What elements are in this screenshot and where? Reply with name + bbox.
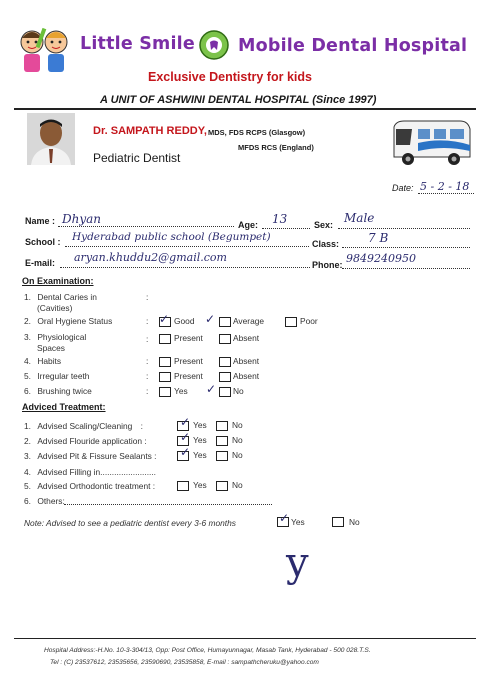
note-text: Note: Advised to see a pediatric dentist every 3-6 months <box>24 518 236 528</box>
advised-num: 1. <box>24 421 31 431</box>
advised-colon: : <box>144 436 147 446</box>
class-line <box>342 237 470 248</box>
option-present-label: Present <box>174 356 203 366</box>
doctor-role: Pediatric Dentist <box>93 151 181 165</box>
doctor-name: Dr. SAMPATH REDDY, <box>93 125 207 137</box>
footer-divider <box>14 638 476 639</box>
checkmark-icon: ✓ <box>279 511 290 525</box>
option-absent-label: Absent <box>233 333 260 343</box>
parent-unit-line: A UNIT OF ASHWINI DENTAL HOSPITAL (Since 1997) <box>100 94 377 106</box>
ortho-yes-checkbox[interactable] <box>177 481 189 491</box>
advised-row-2 <box>24 436 147 446</box>
exam-colon: : <box>146 371 149 381</box>
school-label: School : <box>25 237 61 247</box>
checkmark-icon: ✓ <box>159 312 170 326</box>
advised-num: 5. <box>24 481 31 491</box>
option-yes-label: Yes <box>193 420 207 430</box>
checkmark-icon: ✓ <box>180 445 191 459</box>
exam-colon: : <box>146 316 149 326</box>
option-no-label: No <box>232 450 243 460</box>
advised-label: Advised Scaling/Cleaning <box>37 421 133 431</box>
exam-num: 2. <box>24 316 31 326</box>
exam-colon: : <box>146 292 149 302</box>
irregular-absent-checkbox[interactable] <box>219 372 231 382</box>
exam-row-3-sub: Spaces <box>37 343 65 353</box>
class-label: Class: <box>312 239 340 249</box>
checkmark-icon: ✓ <box>206 382 217 396</box>
advised-label: Advised Flouride application <box>37 436 143 446</box>
oral-hygiene-average-checkbox[interactable] <box>219 317 231 327</box>
doctor-photo <box>27 113 75 165</box>
ortho-no-checkbox[interactable] <box>216 481 228 491</box>
scaling-no-checkbox[interactable] <box>216 421 228 431</box>
irregular-present-checkbox[interactable] <box>159 372 171 382</box>
advised-row-1 <box>24 421 143 431</box>
doctor-signature: y <box>286 540 309 586</box>
advised-row-6 <box>24 496 65 506</box>
exam-num: 6. <box>24 386 31 396</box>
exam-row-1-sub: (Cavities) <box>37 303 73 313</box>
advised-heading: Adviced Treatment: <box>22 402 106 412</box>
option-no-label: No <box>233 386 244 396</box>
advised-row-4 <box>24 467 156 477</box>
date-value[interactable]: 5 - 2 - 18 <box>420 180 470 193</box>
footer-address: Hospital Address:-H.No. 10-3-304/13, Opp: Post Office, Humayunnagar, Masab Tank, Hyderabad - 500 028.T.S. <box>44 647 371 654</box>
option-present-label: Present <box>174 333 203 343</box>
exam-label: Oral Hygiene Status <box>37 316 113 326</box>
class-field[interactable]: 7 B <box>368 231 389 245</box>
bus-illustration <box>388 117 473 169</box>
advised-label: Advised Filling in........................ <box>37 467 157 477</box>
email-field[interactable]: aryan.khuddu2@gmail.com <box>74 251 227 264</box>
brushing-yes-checkbox[interactable] <box>159 387 171 397</box>
badge-logo <box>198 29 230 61</box>
option-good-label: Good <box>174 316 195 326</box>
sealants-no-checkbox[interactable] <box>216 451 228 461</box>
examination-heading: On Examination: <box>22 276 94 286</box>
note-no-checkbox[interactable] <box>332 517 344 527</box>
sex-label: Sex: <box>314 220 334 230</box>
age-field[interactable]: 13 <box>272 212 288 226</box>
note-yes-label: Yes <box>291 517 305 527</box>
option-absent-label: Absent <box>233 371 260 381</box>
exam-row-4 <box>24 356 61 366</box>
exam-row-3 <box>24 332 86 342</box>
exam-colon: : <box>146 334 149 344</box>
kids-logo <box>14 26 76 76</box>
exam-row-1 <box>24 292 97 302</box>
advised-colon: : <box>140 421 143 431</box>
option-no-label: No <box>232 435 243 445</box>
others-line <box>64 494 272 505</box>
name-label: Name : <box>25 216 56 226</box>
exam-colon: : <box>146 386 149 396</box>
option-absent-label: Absent <box>233 356 260 366</box>
exam-num: 1. <box>24 292 31 302</box>
exam-row-6 <box>24 386 92 396</box>
exam-num: 5. <box>24 371 31 381</box>
brushing-no-checkbox[interactable] <box>219 387 231 397</box>
option-yes-label: Yes <box>193 435 207 445</box>
advised-label: Others: <box>37 496 65 506</box>
exam-num: 4. <box>24 356 31 366</box>
exam-row-5 <box>24 371 89 381</box>
exam-num: 3. <box>24 332 31 342</box>
doctor-qualifications: MDS, FDS RCPS (Glasgow) <box>208 128 306 137</box>
advised-label: Advised Pit & Fissure Sealants <box>37 451 152 461</box>
advised-colon: : <box>154 451 157 461</box>
advised-row-5 <box>24 481 155 491</box>
advised-row-3 <box>24 451 157 461</box>
date-label: Date: <box>392 183 414 193</box>
age-label: Age: <box>238 220 258 230</box>
exam-colon: : <box>146 356 149 366</box>
flouride-no-checkbox[interactable] <box>216 436 228 446</box>
advised-num: 3. <box>24 451 31 461</box>
name-field[interactable]: Dhyan <box>62 212 102 226</box>
exam-label: Physiological <box>37 332 87 342</box>
exam-label: Irregular teeth <box>37 371 90 381</box>
oral-hygiene-poor-checkbox[interactable] <box>285 317 297 327</box>
exam-label: Habits <box>37 356 62 366</box>
doctor-qualifications-2: MFDS RCS (England) <box>238 143 314 152</box>
option-average-label: Average <box>233 316 265 326</box>
option-yes-label: Yes <box>174 386 188 396</box>
option-no-label: No <box>232 480 243 490</box>
advised-num: 2. <box>24 436 31 446</box>
checkmark-icon: ✓ <box>180 415 191 429</box>
exam-label: Brushing twice <box>37 386 92 396</box>
habits-absent-checkbox[interactable] <box>219 357 231 367</box>
exam-row-2 <box>24 316 112 326</box>
option-no-label: No <box>232 420 243 430</box>
advised-num: 4. <box>24 467 31 477</box>
checkmark-icon: ✓ <box>180 430 191 444</box>
exam-label: Dental Caries in <box>37 292 97 302</box>
advised-label: Advised Orthodontic treatment : <box>37 481 156 491</box>
note-no-label: No <box>349 517 360 527</box>
phone-label: Phone: <box>312 260 343 270</box>
clinic-title-right: Mobile Dental Hospital <box>238 36 468 56</box>
option-poor-label: Poor <box>300 316 318 326</box>
email-label: E-mail: <box>25 258 56 268</box>
option-yes-label: Yes <box>193 480 207 490</box>
school-field[interactable]: Hyderabad public school (Begumpet) <box>72 231 271 243</box>
clinic-tagline: Exclusive Dentistry for kids <box>148 70 312 84</box>
spaces-present-checkbox[interactable] <box>159 334 171 344</box>
header-divider <box>14 108 476 110</box>
clinic-title-left: Little Smile <box>80 34 195 54</box>
date-line <box>418 183 474 194</box>
option-yes-label: Yes <box>193 450 207 460</box>
spaces-absent-checkbox[interactable] <box>219 334 231 344</box>
footer-contact: Tel : (C) 23537612, 23535656, 23590690, 23535858, E-mail : sampathcheruku@yahoo.com <box>50 659 319 666</box>
option-present-label: Present <box>174 371 203 381</box>
habits-present-checkbox[interactable] <box>159 357 171 367</box>
checkmark-icon: ✓ <box>205 312 216 326</box>
phone-field[interactable]: 9849240950 <box>346 252 416 265</box>
sex-field[interactable]: Male <box>344 211 375 225</box>
advised-num: 6. <box>24 496 31 506</box>
